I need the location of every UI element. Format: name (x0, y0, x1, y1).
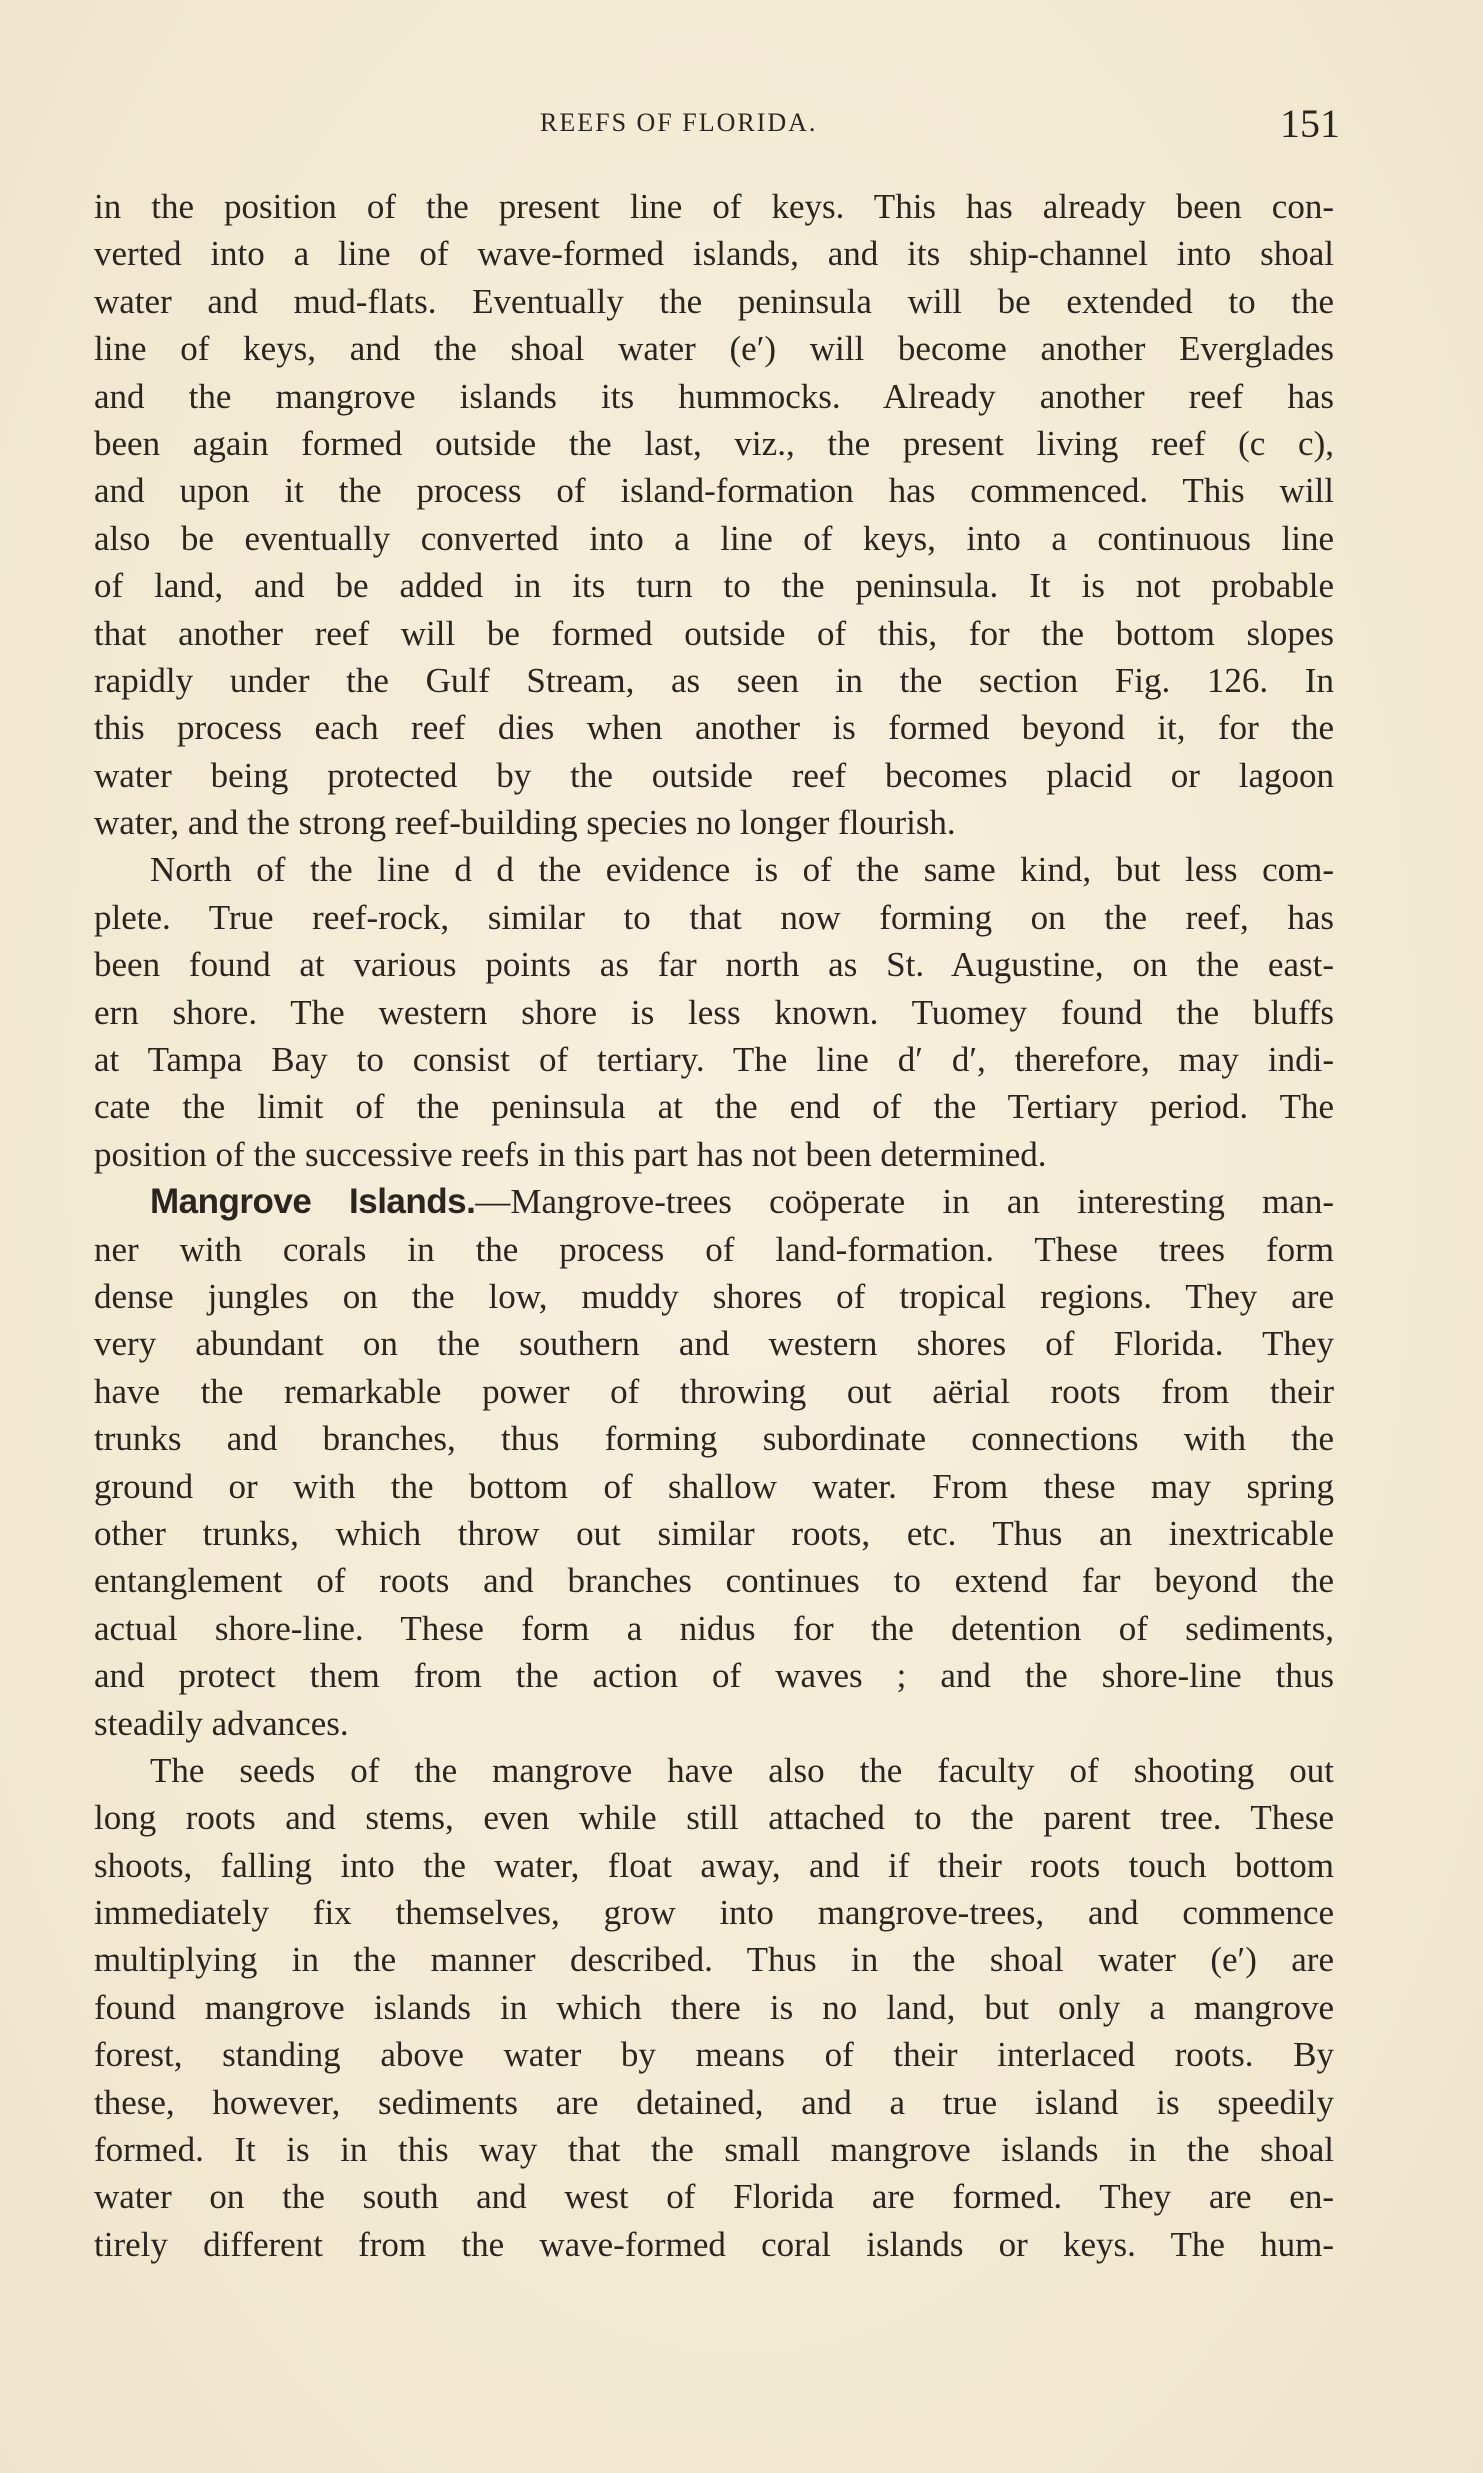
text-line: rapidly under the Gulf Stream, as seen in the section Fig. 126. In (94, 660, 1334, 700)
text-line: plete. True reef-rock, similar to that now forming on the reef, has (94, 897, 1334, 937)
paragraph (94, 183, 1334, 846)
text-line: and upon it the process of island-formation has commenced. This will (94, 471, 1334, 511)
text-line: been found at various points as far north as St. Augustine, on the east- (94, 945, 1334, 985)
text-line: formed. It is in this way that the small mangrove islands in the shoal (94, 2130, 1334, 2170)
text-line: verted into a line of wave-formed islands, and its ship-channel into shoal (94, 234, 1334, 274)
text-line: long roots and stems, even while still attached to the parent tree. These (94, 1798, 1334, 1838)
text-line: steadily advances. (94, 1703, 349, 1743)
text-line: water on the south and west of Florida are formed. They are en- (94, 2177, 1334, 2217)
text-line: very abundant on the southern and western shores of Florida. They (94, 1324, 1334, 1364)
text-line: and protect them from the action of waves ; and the shore-line thus (94, 1656, 1334, 1696)
text-line: ground or with the bottom of shallow water. From these may spring (94, 1466, 1334, 1506)
running-title: REEFS OF FLORIDA. (540, 108, 818, 137)
text-line: and the mangrove islands its hummocks. Already another reef has (94, 376, 1334, 416)
text-line: trunks and branches, thus forming subordinate connections with the (94, 1419, 1334, 1459)
text-line: these, however, sediments are detained, and a true island is speedily (94, 2082, 1334, 2122)
paragraph (94, 846, 1334, 1178)
text-line: water, and the strong reef-building species no longer flourish. (94, 803, 956, 843)
text-line: in the position of the present line of keys. This has already been con- (94, 187, 1334, 226)
text-line: found mangrove islands in which there is no land, but only a mangrove (94, 1987, 1334, 2027)
text-line: multiplying in the manner described. Thus in the shoal water (e′) are (94, 1940, 1334, 1980)
text-line: shoots, falling into the water, float away, and if their roots touch bottom (94, 1845, 1334, 1885)
paragraph (94, 1178, 1334, 1747)
text-line: this process each reef dies when another is formed beyond it, for the (94, 708, 1334, 748)
running-head (0, 100, 1483, 150)
text-line: entanglement of roots and branches continues to extend far beyond the (94, 1561, 1334, 1601)
text-line: at Tampa Bay to consist of tertiary. The line d′ d′, therefore, may indi- (94, 1040, 1334, 1080)
page-number: 151 (1280, 101, 1340, 146)
text-line: The seeds of the mangrove have also the faculty of shooting out (150, 1750, 1334, 1790)
text-line: tirely different from the wave-formed coral islands or keys. The hum- (94, 2224, 1334, 2264)
text-line: water and mud-flats. Eventually the peninsula will be extended to the (94, 281, 1334, 321)
text-line: have the remarkable power of throwing out aërial roots from their (94, 1371, 1334, 1411)
section-heading: Mangrove Islands. (150, 1182, 476, 1222)
text-run: —Mangrove-trees coöperate in an interesting man- (475, 1182, 1334, 1222)
text-line: North of the line d d the evidence is of the same kind, but less com- (150, 850, 1334, 890)
text-line: position of the successive reefs in this part has not been determined. (94, 1134, 1047, 1174)
text-line (94, 1178, 1334, 1225)
text-line: that another reef will be formed outside of this, for the bottom slopes (94, 613, 1334, 653)
text-line: also be eventually converted into a line of keys, into a continuous line (94, 518, 1334, 558)
text-line: dense jungles on the low, muddy shores of tropical regions. They are (94, 1276, 1334, 1316)
body-text (94, 183, 1334, 2268)
text-line: actual shore-line. These form a nidus for the detention of sediments, (94, 1608, 1334, 1648)
text-line: been again formed outside the last, viz., the present living reef (c c), (94, 423, 1334, 463)
text-line: water being protected by the outside reef becomes placid or lagoon (94, 755, 1334, 795)
text-line: ern shore. The western shore is less known. Tuomey found the bluffs (94, 992, 1334, 1032)
text-line: of land, and be added in its turn to the peninsula. It is not probable (94, 566, 1334, 606)
text-line: forest, standing above water by means of their interlaced roots. By (94, 2035, 1334, 2075)
text-line: cate the limit of the peninsula at the end of the Tertiary period. The (94, 1087, 1334, 1127)
paragraph (94, 1747, 1334, 2268)
text-line: immediately fix themselves, grow into mangrove-trees, and commence (94, 1893, 1334, 1933)
text-line: line of keys, and the shoal water (e′) will become another Everglades (94, 329, 1334, 369)
text-line: other trunks, which throw out similar roots, etc. Thus an inextricable (94, 1513, 1334, 1553)
text-line: ner with corals in the process of land-formation. These trees form (94, 1229, 1334, 1269)
